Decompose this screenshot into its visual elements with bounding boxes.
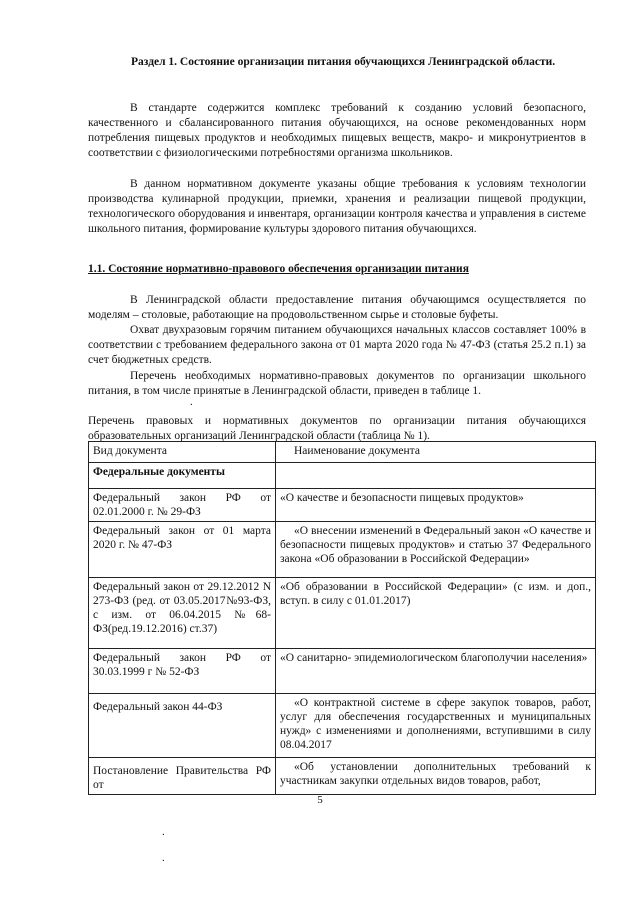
table-group-label: Федеральные документы bbox=[89, 463, 276, 489]
table-header-row bbox=[89, 442, 596, 463]
table-cell-type: Федеральный закон РФ от 30.03.1999 г № 52-ФЗ bbox=[89, 649, 276, 694]
table-header-cell: Вид документа bbox=[89, 442, 276, 463]
table-caption: Перечень правовых и нормативных документов по организации питания обучающихся образовательных организаций Ленинградской области (таблица № 1). bbox=[88, 415, 586, 442]
table-row bbox=[89, 489, 596, 522]
table-cell-name: «О контрактной системе в сфере закупок товаров, работ, услуг для обеспечения государственных и муниципальных нужд» с изменениями и дополнениями, вступившими в силу 08.04.2017 bbox=[276, 694, 596, 758]
documents-table bbox=[88, 441, 596, 795]
table-row bbox=[89, 522, 596, 578]
paragraph: В данном нормативном документе указаны общие требования к условиям технологии производства кулинарной продукции, приемки, хранения и реализации пищевой продукции, технологического оборудования и инвентаря, организации контроля качества и управления в системе школьного питания, формирование культуры здорового питания обучающихся. bbox=[88, 178, 586, 235]
table-row bbox=[89, 694, 596, 758]
table-row bbox=[89, 578, 596, 649]
paragraph: В стандарте содержится комплекс требований к созданию условий безопасного, качественного и сбалансированного питания обучающихся, на основе рекомендованных норм потребления пищевых продуктов и необходимых пищевых веществ, макро- и микронутриентов в соответствии с физиологическими потребностями организма школьников. bbox=[88, 102, 586, 159]
table-group-row bbox=[89, 463, 596, 489]
table-header-cell: Наименование документа bbox=[276, 442, 596, 463]
table-cell-name: «Об образовании в Российской Федерации» (с изм. и доп., вступ. в силу с 01.01.2017) bbox=[276, 578, 596, 649]
paragraph: Перечень необходимых нормативно-правовых документов по организации школьного питания, в том числе принятые в Ленинградской области, приведен в таблице 1. bbox=[88, 370, 586, 397]
table-cell-name: «Об установлении дополнительных требований к участникам закупки отдельных видов товаров, работ, bbox=[276, 758, 596, 795]
table-cell-type: Федеральный закон от 29.12.2012 N 273-ФЗ (ред. от 03.05.2017№93-ФЗ, с изм. от 06.04.2015 №68-ФЗ(ред.19.12.2016) ст.37) bbox=[89, 578, 276, 649]
table-cell-name: «О санитарно- эпидемиологическом благополучии населения» bbox=[276, 649, 596, 694]
table-cell-type: Федеральный закон от 01 марта 2020 г. № 47-ФЗ bbox=[89, 522, 276, 578]
table-cell-type: Постановление Правительства РФ от bbox=[89, 758, 276, 795]
paragraph: В Ленинградской области предоставление питания обучающимся осуществляется по моделям – столовые, работающие на продовольственном сырье и столовые буфеты. bbox=[88, 294, 586, 321]
paragraph: Охват двухразовым горячим питанием обучающихся начальных классов составляет 100% в соответствии с требованием федерального закона от 01 марта 2020 года № 47-ФЗ (статья 25.2 п.1) за счет бюджетных средств. bbox=[88, 324, 586, 366]
table-cell-type: Федеральный закон 44-ФЗ bbox=[89, 694, 276, 758]
page-number: 5 bbox=[317, 794, 323, 806]
stray-mark: . bbox=[162, 826, 165, 838]
table-cell bbox=[276, 463, 596, 489]
table-row bbox=[89, 649, 596, 694]
table-row bbox=[89, 758, 596, 795]
stray-mark: . bbox=[190, 396, 193, 408]
stray-mark: . bbox=[162, 852, 165, 864]
section-title: Раздел 1. Состояние организации питания обучающихся Ленинградской области. bbox=[131, 56, 556, 68]
subsection-title: 1.1. Состояние нормативно-правового обеспечения организации питания bbox=[88, 263, 469, 275]
table-cell-name: «О внесении изменений в Федеральный закон «О качестве и безопасности пищевых продуктов» и статью 37 Федерального закона «Об образовании в Российской Федерации» bbox=[276, 522, 596, 578]
table-cell-type: Федеральный закон РФ от 02.01.2000 г. № 29-ФЗ bbox=[89, 489, 276, 522]
table-cell-name: «О качестве и безопасности пищевых продуктов» bbox=[276, 489, 596, 522]
